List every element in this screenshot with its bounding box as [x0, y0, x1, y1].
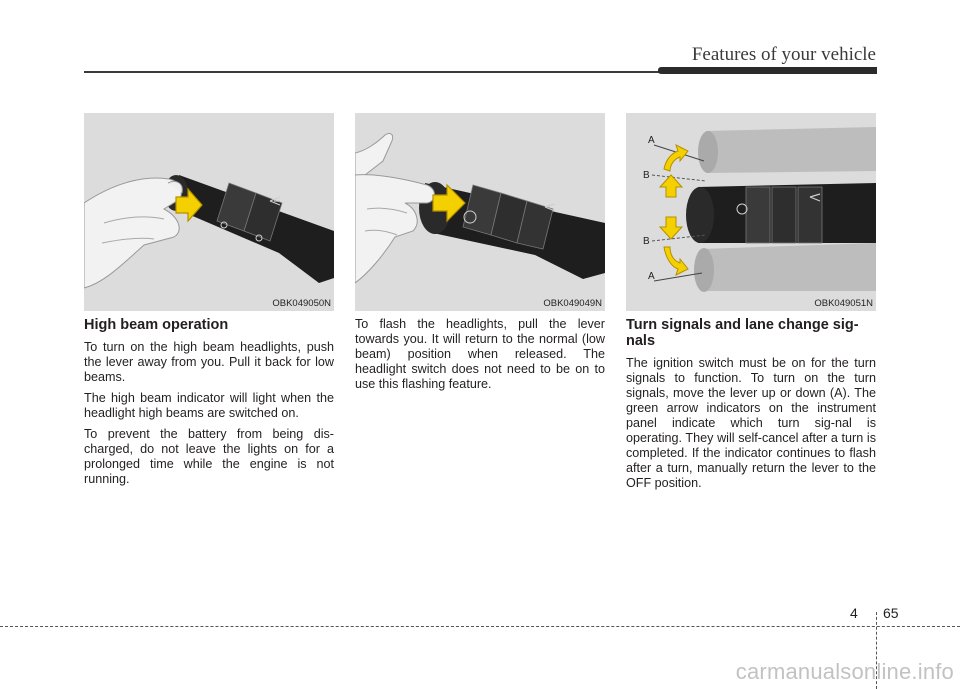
turn-signal-illustration [626, 113, 876, 311]
paragraph: The ignition switch must be on for the turn signals to function. To turn on the turn signals, move the lever up or down (A). The green arrow indicators on the instrument panel indicate which turn sig-nal is operating. They will self-cancel after a turn is completed. If the indicator continues to flash after a turn, manually return the lever to the OFF position. [626, 356, 876, 490]
figure-high-beam [84, 113, 334, 311]
section-high-beam [84, 317, 334, 493]
watermark: carmanualsonline.info [735, 659, 954, 684]
figure-code: OBK049051N [814, 298, 873, 309]
paragraph: The high beam indicator will light when the headlight high beams are switched on. [84, 391, 334, 420]
figure-code: OBK049049N [543, 298, 602, 309]
figure-flash [355, 113, 605, 311]
figure-turn-signals [626, 113, 876, 311]
header-rule-accent [658, 67, 877, 74]
footer-rule [0, 626, 960, 627]
flash-illustration [355, 113, 605, 311]
paragraph: To turn on the high beam headlights, push the lever away from you. Pull it back for low beams. [84, 340, 334, 384]
page-number: 65 [883, 605, 899, 621]
paragraph: To flash the headlights, pull the lever towards you. It will return to the normal (low beam) position when released. The headlight switch does not need to be on to use this flashing feature. [355, 317, 605, 391]
paragraph: To prevent the battery from being dis-charged, do not leave the lights on for a prolonged time while the engine is not running. [84, 427, 334, 486]
label-a-bottom: A [648, 271, 655, 282]
label-b-top: B [643, 170, 650, 181]
page-header-title: Features of your vehicle [691, 44, 876, 65]
figure-code: OBK049050N [272, 298, 331, 309]
header-rule [84, 71, 684, 73]
section-flash [355, 317, 605, 398]
section-turn-signals [626, 317, 876, 497]
label-b-bottom: B [643, 236, 650, 247]
page-section-number: 4 [850, 605, 858, 621]
section-heading: High beam operation [84, 317, 229, 333]
high-beam-illustration [84, 113, 334, 311]
label-a-top: A [648, 135, 655, 146]
section-heading: Turn signals and lane change sig-nals [626, 317, 859, 349]
